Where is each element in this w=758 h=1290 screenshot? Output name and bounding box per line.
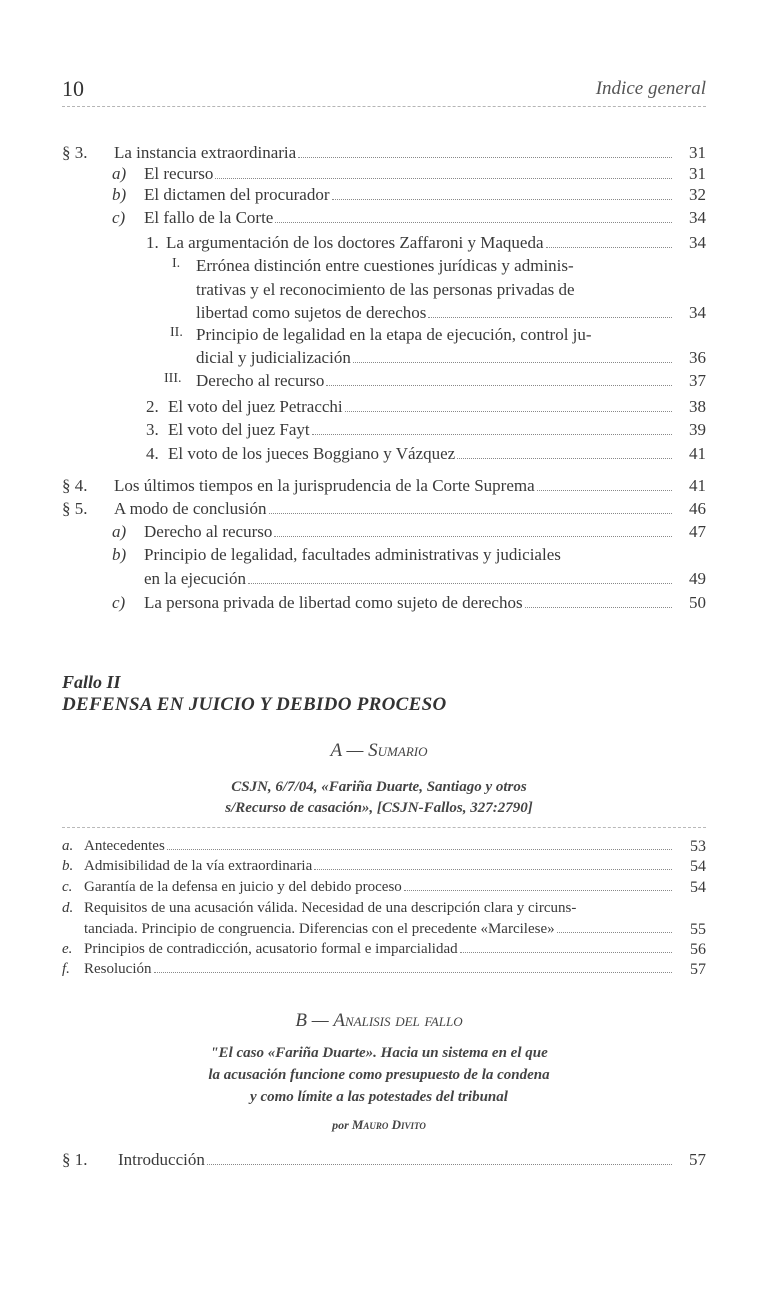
- toc-page: 32: [689, 185, 706, 204]
- toc-entry: [62, 420, 706, 442]
- toc-text: Resolución: [84, 961, 152, 977]
- toc-entry: [62, 858, 706, 880]
- toc-page: 31: [689, 143, 706, 162]
- toc-page: 47: [689, 522, 706, 541]
- citation-line-2: s/Recurso de casación», [CSJN-Fallos, 327:2790]: [225, 800, 533, 816]
- toc-label: b): [112, 545, 127, 564]
- toc-label: § 1.: [62, 1150, 88, 1169]
- toc-text: La argumentación de los doctores Zaffaroni y Maqueda: [166, 233, 544, 252]
- toc-entry-continued: [62, 569, 706, 591]
- toc-label: d.: [62, 900, 74, 916]
- toc-page: 46: [689, 499, 706, 518]
- toc-label: 1.: [146, 233, 159, 252]
- running-head: Indice general: [595, 78, 706, 99]
- toc-label: f.: [62, 961, 70, 977]
- page-header: [62, 76, 706, 107]
- analysis-title-line-2: la acusación funcione como presupuesto de la condena: [208, 1067, 550, 1083]
- toc-entry: [62, 143, 706, 165]
- toc-text-continued: en la ejecución: [144, 569, 246, 588]
- toc-label: e.: [62, 941, 73, 957]
- toc-label: b): [112, 185, 127, 204]
- toc-entry: [62, 879, 706, 901]
- toc-page: 31: [689, 164, 706, 183]
- toc-label: b.: [62, 858, 74, 874]
- author-name: Mauro Divito: [351, 1117, 426, 1132]
- toc-entry: [62, 185, 706, 207]
- toc-page: 55: [690, 921, 706, 938]
- toc-label: a): [112, 164, 127, 183]
- toc-page: 34: [689, 233, 706, 252]
- toc-page: 39: [689, 420, 706, 439]
- toc-entry: [62, 1150, 706, 1172]
- toc-entry: [62, 164, 706, 186]
- toc-page: 50: [689, 593, 706, 612]
- toc-label: a): [112, 522, 127, 541]
- toc-label: 3.: [146, 420, 159, 439]
- toc-entry: [62, 444, 706, 466]
- toc-text: Admisibilidad de la vía extraordinaria: [84, 858, 313, 874]
- toc-label: c.: [62, 879, 73, 895]
- section-b-heading: [0, 1010, 758, 1032]
- toc-label: a.: [62, 838, 74, 854]
- toc-label: § 5.: [62, 499, 88, 518]
- author-prefix: por: [332, 1118, 352, 1132]
- analysis-title-line-3: y como límite a las potestades del tribunal: [250, 1089, 508, 1105]
- toc-page: 54: [690, 858, 706, 875]
- section-a-name: Sumario: [368, 740, 428, 761]
- toc-text: Introducción: [118, 1150, 205, 1169]
- toc-text: El fallo de la Corte: [144, 208, 274, 227]
- section-a-heading: [0, 740, 758, 762]
- toc-page: 57: [690, 961, 706, 978]
- toc-text: Los últimos tiempos en la jurisprudencia de la Corte Suprema: [114, 476, 535, 495]
- toc-page: 41: [689, 476, 706, 495]
- toc-page: 36: [689, 348, 706, 367]
- toc-page: 34: [689, 303, 706, 322]
- toc-entry-continued: [62, 921, 706, 943]
- section-b-name: Analisis del fallo: [333, 1010, 463, 1031]
- section-a-letter: A —: [330, 740, 369, 761]
- toc-text: El voto del juez Fayt: [168, 420, 310, 439]
- toc-label: § 4.: [62, 476, 88, 495]
- toc-label: 4.: [146, 444, 159, 463]
- toc-page: 38: [689, 397, 706, 416]
- toc-text-continued: libertad como sujetos de derechos: [196, 303, 427, 322]
- toc-entry: [62, 522, 706, 544]
- toc-label: II.: [170, 325, 183, 340]
- toc-page: 49: [689, 569, 706, 588]
- toc-page: 53: [690, 838, 706, 855]
- toc-text: Garantía de la defensa en juicio y del debido proceso: [84, 879, 402, 895]
- toc-entry-continued: [62, 303, 706, 325]
- fallo-number: Fallo II: [62, 672, 121, 692]
- toc-entry: [62, 476, 706, 498]
- toc-text: Principios de contradicción, acusatorio formal e imparcialidad: [84, 941, 458, 957]
- toc-entry: [62, 838, 706, 860]
- toc-text: Principio de legalidad en la etapa de ejecución, control ju-: [196, 325, 592, 344]
- toc-text: El voto del juez Petracchi: [168, 397, 343, 416]
- toc-text: Derecho al recurso: [196, 371, 325, 390]
- toc-text: Requisitos de una acusación válida. Necesidad de una descripción clara y circuns-: [84, 900, 577, 916]
- toc-text: Antecedentes: [84, 838, 165, 854]
- toc-text-continued: trativas y el reconocimiento de las personas privadas de: [196, 280, 575, 299]
- toc-page: 57: [689, 1150, 706, 1169]
- toc-text-continued: dicial y judicialización: [196, 348, 351, 367]
- toc-entry-continued: [62, 348, 706, 370]
- author-line: [0, 1117, 758, 1133]
- toc-page: 34: [689, 208, 706, 227]
- divider: [62, 827, 706, 828]
- toc-page: 41: [689, 444, 706, 463]
- fallo-title: DEFENSA EN JUICIO Y DEBIDO PROCESO: [62, 694, 447, 715]
- citation-line-1: CSJN, 6/7/04, «Fariña Duarte, Santiago y otros: [231, 779, 527, 795]
- toc-entry: [62, 325, 706, 347]
- toc-label: § 3.: [62, 143, 88, 162]
- toc-page: 56: [690, 941, 706, 958]
- toc-entry: [62, 233, 706, 255]
- toc-label: c): [112, 593, 126, 612]
- toc-label: I.: [172, 256, 181, 271]
- toc-text: Errónea distinción entre cuestiones jurídicas y adminis-: [196, 256, 574, 275]
- section-b-letter: B —: [295, 1010, 334, 1031]
- toc-label: III.: [164, 371, 182, 386]
- toc-text: El recurso: [144, 164, 214, 183]
- analysis-title-line-1: "El caso «Fariña Duarte». Hacia un sistema en el que: [210, 1045, 548, 1061]
- toc-entry: [62, 545, 706, 567]
- toc-text: El voto de los jueces Boggiano y Vázquez: [168, 444, 456, 463]
- toc-label: 2.: [146, 397, 159, 416]
- page-number: 10: [62, 76, 84, 101]
- toc-entry: [62, 256, 706, 278]
- toc-text: A modo de conclusión: [114, 499, 267, 518]
- toc-text: Derecho al recurso: [144, 522, 273, 541]
- toc-text: El dictamen del procurador: [144, 185, 330, 204]
- toc-text-continued: tanciada. Principio de congruencia. Diferencias con el precedente «Marcilese»: [84, 921, 555, 937]
- toc-entry: [62, 961, 706, 983]
- toc-entry: [62, 371, 706, 393]
- toc-entry: [62, 593, 706, 615]
- toc-entry: [62, 941, 706, 963]
- toc-text: La persona privada de libertad como sujeto de derechos: [144, 593, 523, 612]
- toc-text: Principio de legalidad, facultades administrativas y judiciales: [144, 545, 561, 564]
- toc-entry: [62, 208, 706, 230]
- toc-entry: [62, 900, 706, 922]
- toc-entry: [62, 397, 706, 419]
- toc-page: 54: [690, 879, 706, 896]
- toc-entry: [62, 499, 706, 521]
- toc-label: c): [112, 208, 126, 227]
- toc-page: 37: [689, 371, 706, 390]
- toc-text: La instancia extraordinaria: [114, 143, 297, 162]
